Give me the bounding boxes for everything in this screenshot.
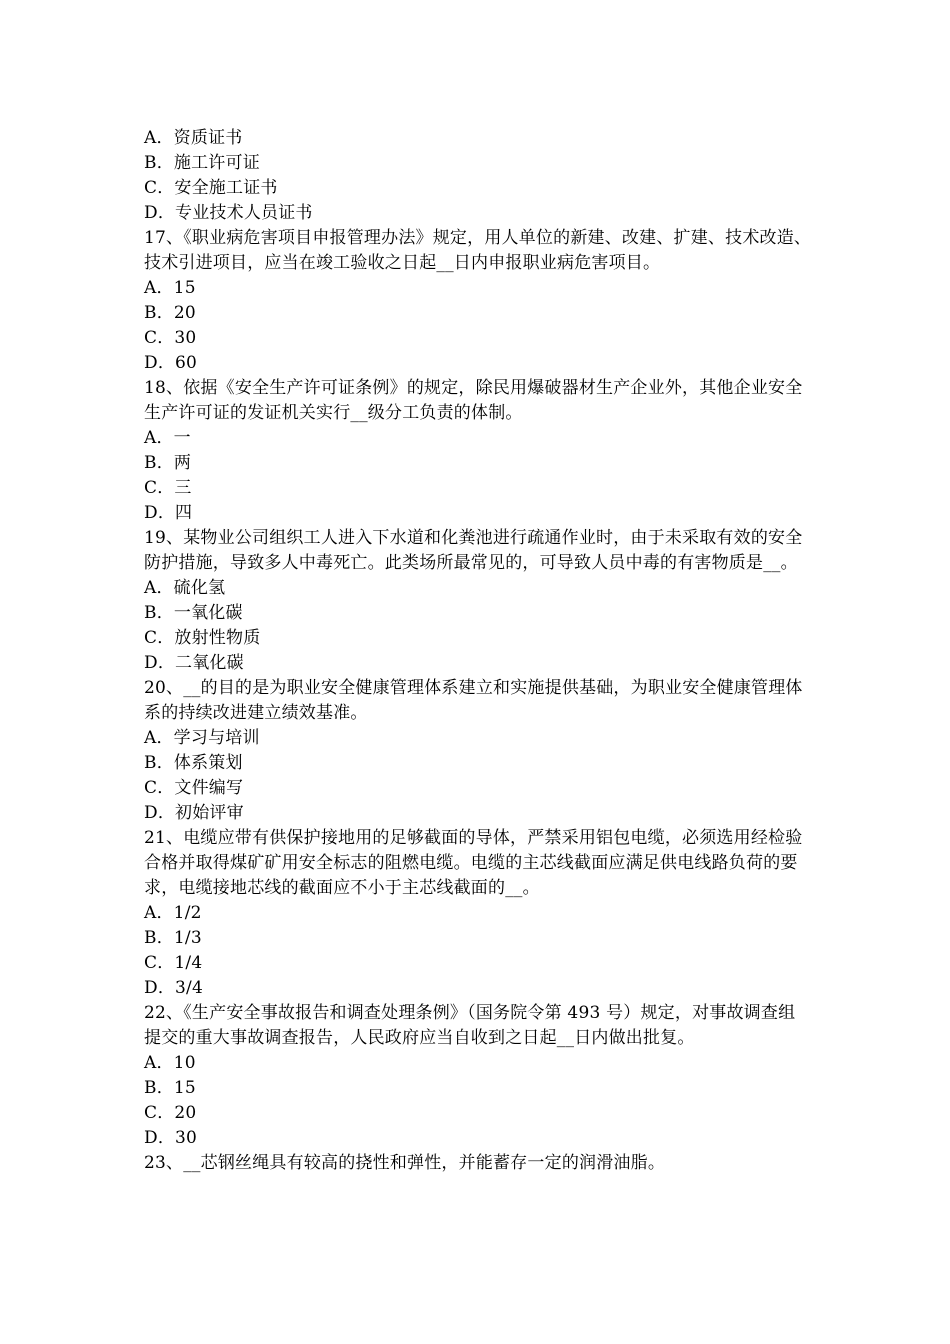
question-list [144,126,812,1176]
question-stem: 23、__芯钢丝绳具有较高的挠性和弹性，并能蓄存一定的润滑油脂。 [144,1153,666,1173]
question-stem: 18、依据《安全生产许可证条例》的规定，除民用爆破器材生产企业外，其他企业安全生产许可证的发证机关实行__级分工负责的体制。 [144,378,803,423]
option-line: B．15 [144,1078,196,1098]
option-line: A．10 [144,1053,196,1073]
option-line: C．文件编写 [144,778,244,798]
option-line: C．三 [144,478,192,498]
option-line: C．安全施工证书 [144,178,278,198]
option-line: D．四 [144,503,193,523]
option-line: C．放射性物质 [144,628,261,648]
option-line: B．施工许可证 [144,153,260,173]
option-line: A．硫化氢 [144,578,226,598]
option-line: B．1/3 [144,928,202,948]
option-line: B．体系策划 [144,753,243,773]
question-stem: 20、__的目的是为职业安全健康管理体系建立和实施提供基础，为职业安全健康管理体系的持续改进建立绩效基准。 [144,678,803,723]
option-line: D．60 [144,353,198,373]
option-line: A．资质证书 [144,128,243,148]
option-line: D．初始评审 [144,803,244,823]
option-line: C．1/4 [144,953,203,973]
option-line: D．二氧化碳 [144,653,244,673]
option-line: B．一氧化碳 [144,603,243,623]
option-line: A．15 [144,278,196,298]
option-line: A．学习与培训 [144,728,260,748]
question-stem: 22、《生产安全事故报告和调查处理条例》（国务院令第 493 号）规定，对事故调查组提交的重大事故调查报告，人民政府应当自收到之日起__日内做出批复。 [144,1003,796,1048]
question-stem: 21、电缆应带有供保护接地用的足够截面的导体，严禁采用铝包电缆，必须选用经检验合格并取得煤矿矿用安全标志的阻燃电缆。电缆的主芯线截面应满足供电线路负荷的要求，电缆接地芯线的截面应不小于主芯线截面的__。 [144,828,803,898]
option-line: D．30 [144,1128,198,1148]
question-stem: 17、《职业病危害项目申报管理办法》规定，用人单位的新建、改建、扩建、技术改造、技术引进项目，应当在竣工验收之日起__日内申报职业病危害项目。 [144,228,812,273]
option-line: B．两 [144,453,192,473]
option-line: C．20 [144,1103,197,1123]
question-stem: 19、某物业公司组织工人进入下水道和化粪池进行疏通作业时，由于未采取有效的安全防护措施，导致多人中毒死亡。此类场所最常见的，可导致人员中毒的有害物质是__。 [144,528,803,573]
option-line: A．一 [144,428,191,448]
option-line: A．1/2 [144,903,202,923]
option-line: D．专业技术人员证书 [144,203,313,223]
option-line: D．3/4 [144,978,203,998]
option-line: C．30 [144,328,197,348]
option-line: B．20 [144,303,196,323]
